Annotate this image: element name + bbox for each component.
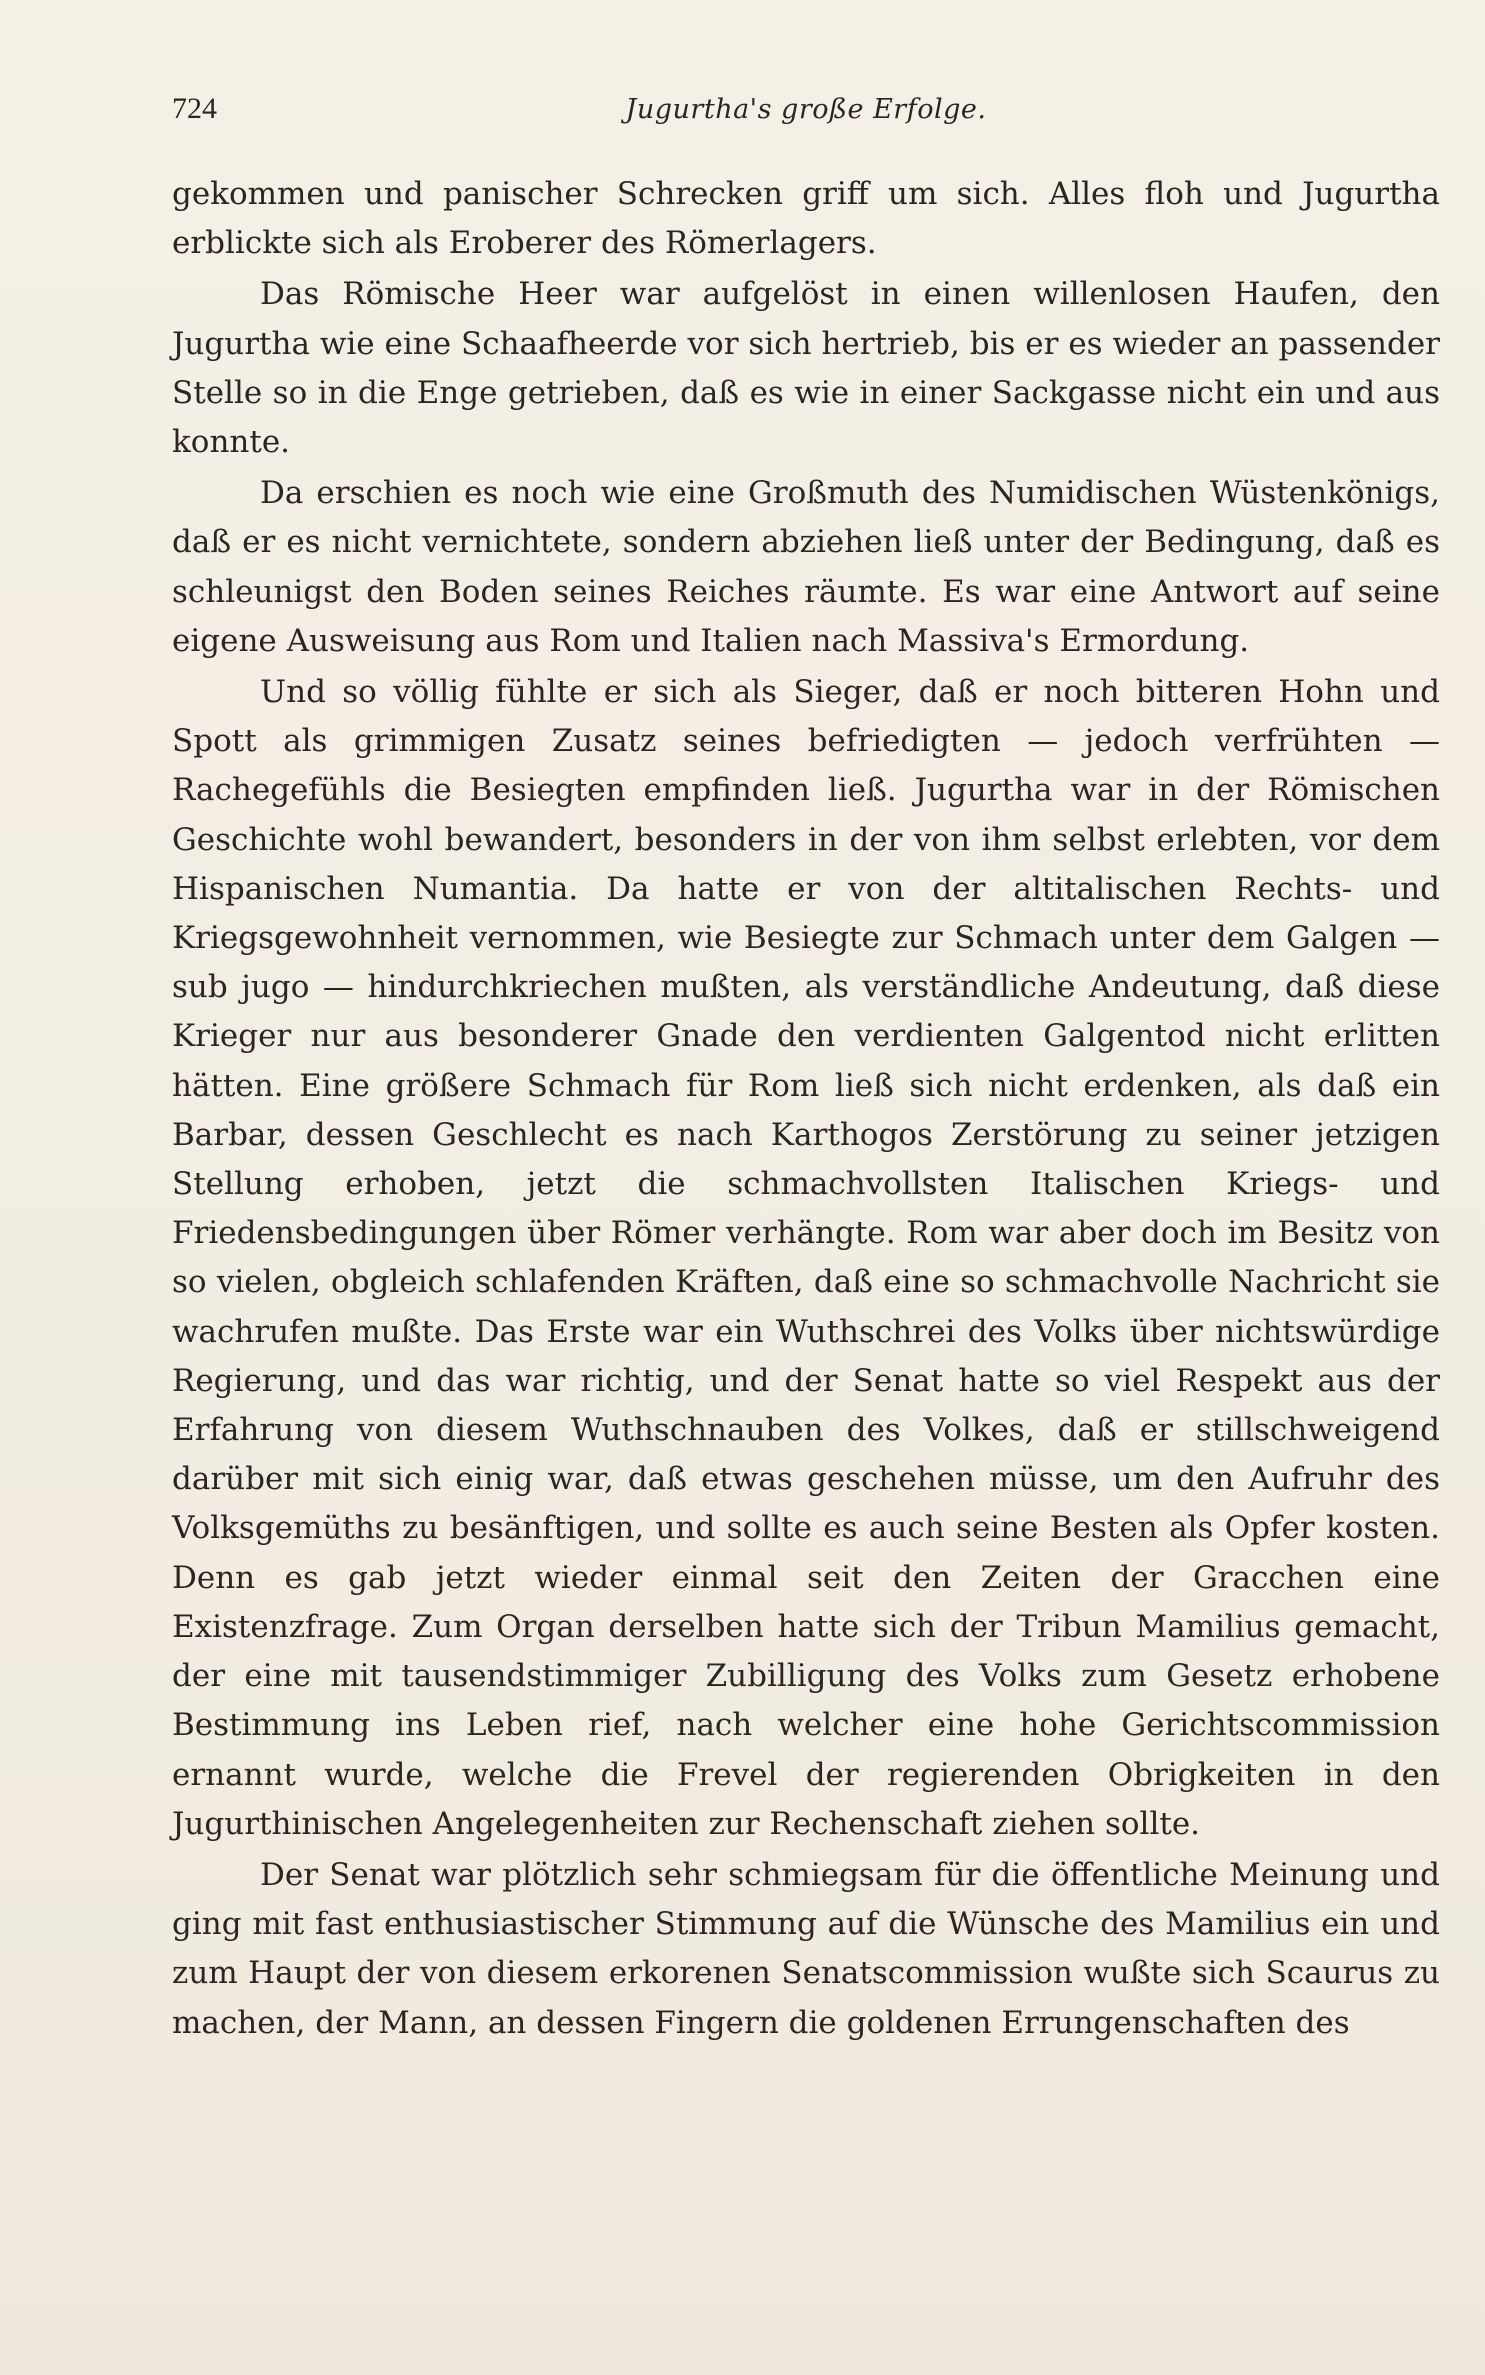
- paragraph: Und so völlig fühlte er sich als Sieger, daß er noch bitteren Hohn und Spott als grimmigen Zusatz seines befriedigten — jedoch verfrühten — Rachegefühls die Besiegten empfinden ließ. Jugurtha war in der Römischen Geschichte wohl bewandert, besonders in der von ihm selbst erlebten, vor dem Hispanischen Numantia. Da hatte er von der altitalischen Rechts- und Kriegsgewohnheit vernommen, wie Besiegte zur Schmach unter dem Galgen — sub jugo — hindurchkriechen mußten, als verständliche Andeutung, daß diese Krieger nur aus besonderer Gnade den verdienten Galgentod nicht erlitten hätten. Eine größere Schmach für Rom ließ sich nicht erdenken, als daß ein Barbar, dessen Geschlecht es nach Karthogos Zerstörung zu seiner jetzigen Stellung erhoben, jetzt die schmachvollsten Italischen Kriegs- und Friedensbedingungen über Römer verhängte. Rom war aber doch im Besitz von so vielen, obgleich schlafenden Kräften, daß eine so schmachvolle Nachricht sie wachrufen mußte. Das Erste war ein Wuthschrei des Volks über nichtswürdige Regierung, und das war richtig, und der Senat hatte so viel Respekt aus der Erfahrung von diesem Wuthschnauben des Volkes, daß er stillschweigend darüber mit sich einig war, daß etwas geschehen müsse, um den Aufruhr des Volksgemüths zu besänftigen, und sollte es auch seine Besten als Opfer kosten. Denn es gab jetzt wieder einmal seit den Zeiten der Gracchen eine Existenzfrage. Zum Organ derselben hatte sich der Tribun Mamilius gemacht, der eine mit tausendstimmiger Zubilligung des Volks zum Gesetz erhobene Bestimmung ins Leben rief, nach welcher eine hohe Gerichtscommission ernannt wurde, welche die Frevel der regierenden Obrigkeiten in den Jugurthinischen Angelegenheiten zur Rechenschaft ziehen sollte.: [172, 674, 1440, 1842]
- body-text: [172, 170, 1440, 2050]
- paragraph: Das Römische Heer war aufgelöst in einen willenlosen Haufen, den Jugurtha wie eine Schaafheerde vor sich hertrieb, bis er es wieder an passender Stelle so in die Enge getrieben, daß es wie in einer Sackgasse nicht ein und aus konnte.: [172, 276, 1440, 461]
- running-title: Jugurtha's große Erfolge.: [625, 94, 987, 125]
- paragraph: Da erschien es noch wie eine Großmuth des Numidischen Wüstenkönigs, daß er es nicht vernichtete, sondern abziehen ließ unter der Bedingung, daß es schleunigst den Boden seines Reiches räumte. Es war eine Antwort auf seine eigene Ausweisung aus Rom und Italien nach Massiva's Ermordung.: [172, 475, 1440, 659]
- page-number: 724: [172, 92, 217, 125]
- paragraph-continuation: gekommen und panischer Schrecken griff um sich. Alles floh und Jugurtha erblickte sich als Eroberer des Römerlagers.: [172, 176, 1440, 262]
- paragraph: Der Senat war plötzlich sehr schmiegsam für die öffentliche Meinung und ging mit fast enthusiastischer Stimmung auf die Wünsche des Mamilius ein und zum Haupt der von diesem erkorenen Senatscommission wußte sich Scaurus zu machen, der Mann, an dessen Fingern die goldenen Errungenschaften des: [172, 1856, 1440, 2041]
- page-header: [172, 92, 1440, 132]
